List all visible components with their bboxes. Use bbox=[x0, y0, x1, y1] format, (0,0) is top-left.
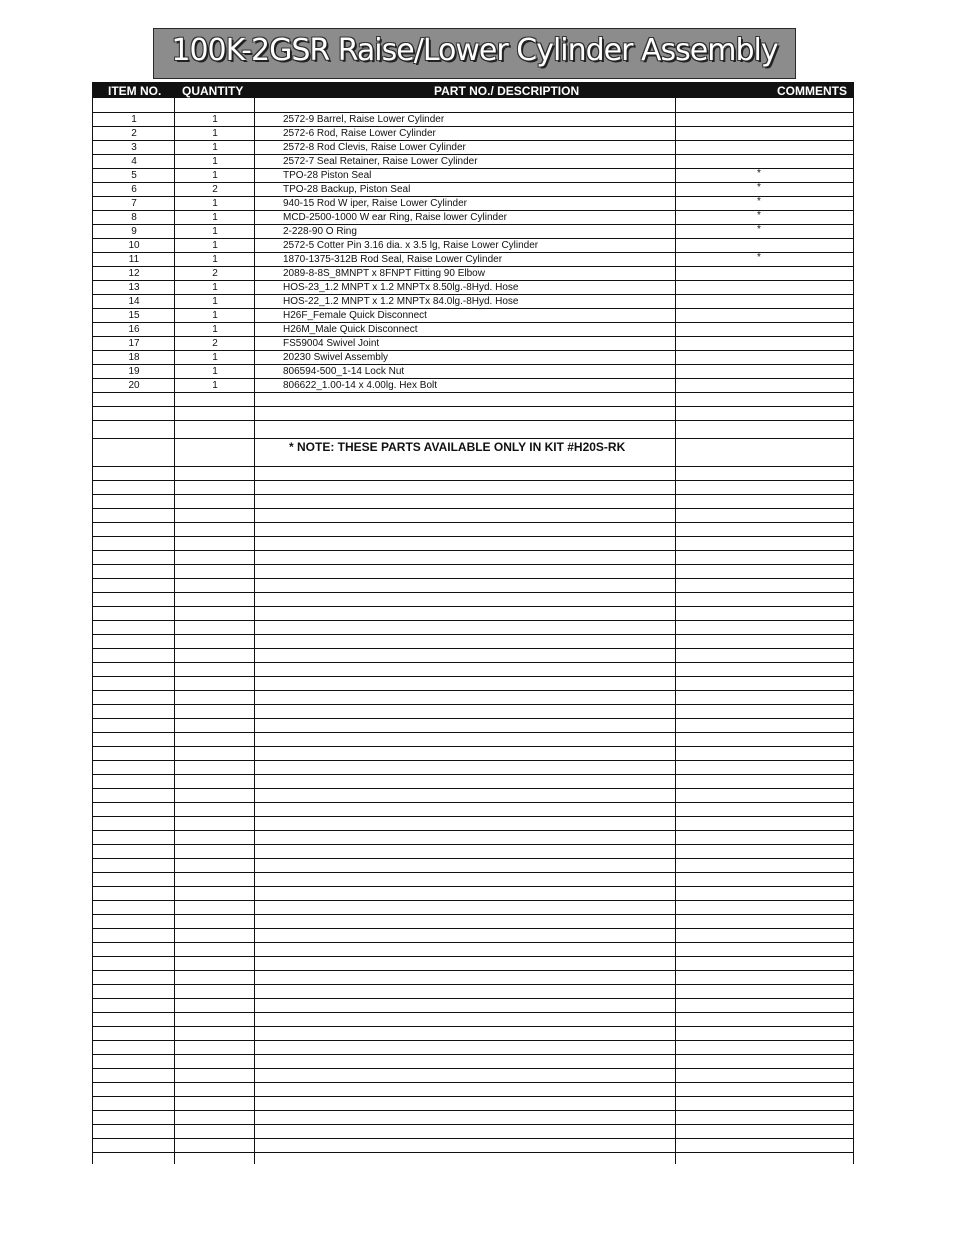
row-divider bbox=[93, 1124, 853, 1125]
row-divider bbox=[93, 774, 853, 775]
row-divider bbox=[93, 1040, 853, 1041]
header-comments: COMMENTS bbox=[777, 84, 847, 98]
row-divider bbox=[93, 1068, 853, 1069]
row-divider bbox=[93, 364, 853, 365]
row-divider bbox=[93, 550, 853, 551]
item-no-cell: 8 bbox=[131, 212, 137, 223]
title-box bbox=[153, 28, 796, 79]
row-divider bbox=[93, 154, 853, 155]
item-no-cell: 11 bbox=[128, 254, 140, 265]
item-no-cell: 4 bbox=[131, 156, 137, 167]
description-cell: MCD-2500-1000 W ear Ring, Raise lower Cylinder bbox=[283, 212, 507, 223]
row-divider bbox=[93, 886, 853, 887]
row-divider bbox=[93, 480, 853, 481]
quantity-cell: 1 bbox=[212, 366, 218, 377]
comment-cell: * bbox=[757, 196, 761, 207]
row-divider bbox=[93, 294, 853, 295]
item-no-cell: 17 bbox=[128, 338, 140, 349]
row-divider bbox=[93, 1110, 853, 1111]
row-divider bbox=[93, 210, 853, 211]
row-divider bbox=[93, 606, 853, 607]
row-divider bbox=[93, 802, 853, 803]
item-no-cell: 1 bbox=[131, 114, 137, 125]
row-divider bbox=[93, 830, 853, 831]
row-divider bbox=[93, 1096, 853, 1097]
quantity-cell: 2 bbox=[212, 184, 218, 195]
description-cell: 2572-7 Seal Retainer, Raise Lower Cylinder bbox=[283, 156, 478, 167]
row-divider bbox=[93, 914, 853, 915]
row-divider bbox=[93, 182, 853, 183]
description-cell: 806622_1.00-14 x 4.00lg. Hex Bolt bbox=[283, 380, 437, 391]
description-cell: 940-15 Rod W iper, Raise Lower Cylinder bbox=[283, 198, 467, 209]
row-divider bbox=[93, 420, 853, 421]
row-divider bbox=[93, 392, 853, 393]
description-cell: 2572-6 Rod, Raise Lower Cylinder bbox=[283, 128, 436, 139]
row-divider bbox=[93, 1012, 853, 1013]
quantity-cell: 1 bbox=[212, 198, 218, 209]
description-cell: 2089-8-8S_8MNPT x 8FNPT Fitting 90 Elbow bbox=[283, 268, 485, 279]
row-divider bbox=[93, 494, 853, 495]
item-no-cell: 5 bbox=[131, 170, 137, 181]
quantity-cell: 1 bbox=[212, 324, 218, 335]
description-cell: H26M_Male Quick Disconnect bbox=[283, 324, 418, 335]
row-divider bbox=[93, 522, 853, 523]
row-divider bbox=[93, 140, 853, 141]
header-quantity: QUANTITY bbox=[182, 84, 244, 98]
item-no-cell: 18 bbox=[128, 352, 140, 363]
row-divider bbox=[93, 858, 853, 859]
quantity-cell: 1 bbox=[212, 114, 218, 125]
row-divider bbox=[93, 322, 853, 323]
quantity-cell: 1 bbox=[212, 240, 218, 251]
item-no-cell: 9 bbox=[131, 226, 137, 237]
item-no-cell: 3 bbox=[131, 142, 137, 153]
item-no-cell: 19 bbox=[128, 366, 140, 377]
row-divider bbox=[93, 238, 853, 239]
quantity-cell: 1 bbox=[212, 310, 218, 321]
description-cell: 2572-5 Cotter Pin 3.16 dia. x 3.5 lg, Raise Lower Cylinder bbox=[283, 240, 539, 251]
row-divider bbox=[93, 984, 853, 985]
row-divider bbox=[93, 746, 853, 747]
quantity-cell: 2 bbox=[212, 338, 218, 349]
quantity-cell: 1 bbox=[212, 142, 218, 153]
quantity-cell: 1 bbox=[212, 156, 218, 167]
row-divider bbox=[93, 536, 853, 537]
row-divider bbox=[93, 252, 853, 253]
parts-table bbox=[92, 82, 854, 454]
item-no-cell: 13 bbox=[128, 282, 140, 293]
row-divider bbox=[93, 718, 853, 719]
row-divider bbox=[93, 196, 853, 197]
row-divider bbox=[93, 336, 853, 337]
description-cell: HOS-22_1.2 MNPT x 1.2 MNPTx 84.0lg.-8Hyd. Hose bbox=[283, 296, 519, 307]
item-no-cell: 6 bbox=[131, 184, 137, 195]
item-no-cell: 12 bbox=[128, 268, 140, 279]
row-divider bbox=[93, 928, 853, 929]
quantity-cell: 1 bbox=[212, 352, 218, 363]
row-divider bbox=[93, 788, 853, 789]
row-divider bbox=[93, 224, 853, 225]
row-divider bbox=[93, 1082, 853, 1083]
row-divider bbox=[93, 592, 853, 593]
quantity-cell: 1 bbox=[212, 282, 218, 293]
row-divider bbox=[93, 676, 853, 677]
row-divider bbox=[93, 900, 853, 901]
row-divider bbox=[93, 732, 853, 733]
description-cell: 20230 Swivel Assembly bbox=[283, 352, 389, 363]
column-divider bbox=[675, 98, 676, 1164]
description-cell: 2572-8 Rod Clevis, Raise Lower Cylinder bbox=[283, 142, 466, 153]
row-divider bbox=[93, 998, 853, 999]
quantity-cell: 2 bbox=[212, 268, 218, 279]
quantity-cell: 1 bbox=[212, 254, 218, 265]
row-divider bbox=[93, 564, 853, 565]
row-divider bbox=[93, 942, 853, 943]
row-divider bbox=[93, 508, 853, 509]
row-divider bbox=[93, 1026, 853, 1027]
description-cell: HOS-23_1.2 MNPT x 1.2 MNPTx 8.50lg.-8Hyd. Hose bbox=[283, 282, 519, 293]
kit-note: * NOTE: THESE PARTS AVAILABLE ONLY IN KIT #H20S-RK bbox=[289, 440, 626, 454]
quantity-cell: 1 bbox=[212, 212, 218, 223]
row-divider bbox=[93, 1152, 853, 1153]
comment-cell: * bbox=[757, 182, 761, 193]
row-divider bbox=[93, 760, 853, 761]
description-cell: 2-228-90 O Ring bbox=[283, 226, 357, 237]
description-cell: TPO-28 Backup, Piston Seal bbox=[283, 184, 411, 195]
row-divider bbox=[93, 406, 853, 407]
table-header bbox=[92, 82, 854, 98]
row-divider bbox=[93, 872, 853, 873]
row-divider bbox=[93, 956, 853, 957]
row-divider bbox=[93, 1054, 853, 1055]
row-divider bbox=[93, 466, 853, 467]
row-divider bbox=[93, 648, 853, 649]
row-divider bbox=[93, 1138, 853, 1139]
row-divider bbox=[93, 578, 853, 579]
comment-cell: * bbox=[757, 252, 761, 263]
row-divider bbox=[93, 704, 853, 705]
item-no-cell: 10 bbox=[128, 240, 140, 251]
description-cell: 806594-500_1-14 Lock Nut bbox=[283, 366, 405, 377]
row-divider bbox=[93, 662, 853, 663]
description-cell: TPO-28 Piston Seal bbox=[283, 170, 372, 181]
row-divider bbox=[93, 168, 853, 169]
row-divider bbox=[93, 844, 853, 845]
page-title: 100K-2GSR Raise/Lower Cylinder Assembly bbox=[171, 33, 778, 68]
description-cell: FS59004 Swivel Joint bbox=[283, 338, 380, 349]
item-no-cell: 16 bbox=[128, 324, 140, 335]
row-divider bbox=[93, 112, 853, 113]
quantity-cell: 1 bbox=[212, 128, 218, 139]
table-grid bbox=[92, 98, 854, 1164]
row-divider bbox=[93, 620, 853, 621]
item-no-cell: 20 bbox=[128, 380, 140, 391]
header-item-no: ITEM NO. bbox=[108, 84, 162, 98]
item-no-cell: 15 bbox=[128, 310, 140, 321]
quantity-cell: 1 bbox=[212, 226, 218, 237]
row-divider bbox=[93, 816, 853, 817]
item-no-cell: 14 bbox=[128, 296, 140, 307]
row-divider bbox=[93, 634, 853, 635]
comment-cell: * bbox=[757, 224, 761, 235]
description-cell: H26F_Female Quick Disconnect bbox=[283, 310, 427, 321]
row-divider bbox=[93, 308, 853, 309]
quantity-cell: 1 bbox=[212, 170, 218, 181]
row-divider bbox=[93, 350, 853, 351]
row-divider bbox=[93, 126, 853, 127]
row-divider bbox=[93, 266, 853, 267]
item-no-cell: 2 bbox=[131, 128, 137, 139]
row-divider bbox=[93, 970, 853, 971]
description-cell: 2572-9 Barrel, Raise Lower Cylinder bbox=[283, 114, 445, 125]
description-cell: 1870-1375-312B Rod Seal, Raise Lower Cylinder bbox=[283, 254, 503, 265]
item-no-cell: 7 bbox=[131, 198, 137, 209]
row-divider bbox=[93, 378, 853, 379]
comment-cell: * bbox=[757, 210, 761, 221]
comment-cell: * bbox=[757, 168, 761, 179]
header-description: PART NO./ DESCRIPTION bbox=[434, 84, 580, 98]
quantity-cell: 1 bbox=[212, 296, 218, 307]
row-divider bbox=[93, 690, 853, 691]
row-divider bbox=[93, 280, 853, 281]
quantity-cell: 1 bbox=[212, 380, 218, 391]
row-divider bbox=[93, 438, 853, 439]
